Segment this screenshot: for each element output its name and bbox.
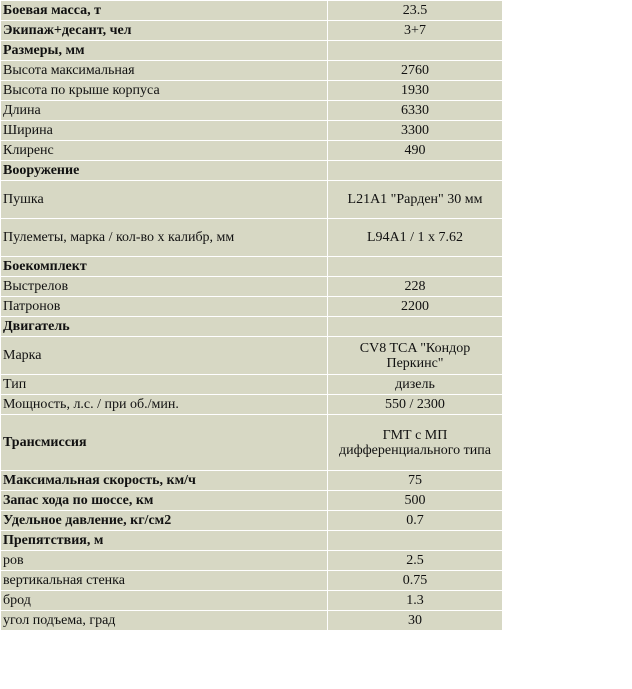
label-cell: вертикальная стенка <box>1 571 328 591</box>
label-cell: ров <box>1 551 328 571</box>
section-or-bold-label-cell: Экипаж+десант, чел <box>1 21 328 41</box>
value-cell <box>328 257 503 277</box>
value-cell <box>328 531 503 551</box>
value-cell: 1930 <box>328 81 503 101</box>
label-cell: брод <box>1 591 328 611</box>
specifications-table-body <box>1 1 503 631</box>
value-cell: 75 <box>328 471 503 491</box>
value-cell: 1.3 <box>328 591 503 611</box>
value-cell: 228 <box>328 277 503 297</box>
value-cell: 490 <box>328 141 503 161</box>
table-row <box>1 181 503 219</box>
section-or-bold-label-cell: Трансмиссия <box>1 415 328 471</box>
value-cell: 2760 <box>328 61 503 81</box>
value-cell: 23.5 <box>328 1 503 21</box>
value-cell: L94A1 / 1 х 7.62 <box>328 219 503 257</box>
value-cell: CV8 TCA "Кондор Перкинс" <box>328 337 503 375</box>
label-cell: Пушка <box>1 181 328 219</box>
table-row <box>1 337 503 375</box>
label-cell: Клиренс <box>1 141 328 161</box>
table-row <box>1 121 503 141</box>
table-row <box>1 21 503 41</box>
table-row <box>1 395 503 415</box>
label-cell: Высота по крыше корпуса <box>1 81 328 101</box>
section-or-bold-label-cell: Запас хода по шоссе, км <box>1 491 328 511</box>
value-cell: дизель <box>328 375 503 395</box>
table-row <box>1 375 503 395</box>
section-or-bold-label-cell: Удельное давление, кг/см2 <box>1 511 328 531</box>
section-or-bold-label-cell: Боекомплект <box>1 257 328 277</box>
table-row <box>1 161 503 181</box>
label-cell: угол подъема, град <box>1 611 328 631</box>
table-row <box>1 297 503 317</box>
table-row <box>1 41 503 61</box>
table-row <box>1 531 503 551</box>
value-cell: 2200 <box>328 297 503 317</box>
table-row <box>1 317 503 337</box>
value-cell: 30 <box>328 611 503 631</box>
section-or-bold-label-cell: Максимальная скорость, км/ч <box>1 471 328 491</box>
value-cell: 3300 <box>328 121 503 141</box>
section-or-bold-label-cell: Размеры, мм <box>1 41 328 61</box>
label-cell: Патронов <box>1 297 328 317</box>
section-or-bold-label-cell: Боевая масса, т <box>1 1 328 21</box>
table-row <box>1 1 503 21</box>
value-cell: 0.75 <box>328 571 503 591</box>
table-row <box>1 219 503 257</box>
table-row <box>1 611 503 631</box>
table-row <box>1 277 503 297</box>
label-cell: Пулеметы, марка / кол-во х калибр, мм <box>1 219 328 257</box>
section-or-bold-label-cell: Препятствия, м <box>1 531 328 551</box>
table-row <box>1 551 503 571</box>
table-row <box>1 571 503 591</box>
value-cell: 500 <box>328 491 503 511</box>
label-cell: Тип <box>1 375 328 395</box>
section-or-bold-label-cell: Вооружение <box>1 161 328 181</box>
label-cell: Мощность, л.с. / при об./мин. <box>1 395 328 415</box>
table-row <box>1 61 503 81</box>
table-row <box>1 511 503 531</box>
label-cell: Длина <box>1 101 328 121</box>
table-row <box>1 591 503 611</box>
value-cell <box>328 317 503 337</box>
value-cell: 2.5 <box>328 551 503 571</box>
value-cell: 550 / 2300 <box>328 395 503 415</box>
table-row <box>1 491 503 511</box>
label-cell: Ширина <box>1 121 328 141</box>
value-cell <box>328 41 503 61</box>
value-cell: 3+7 <box>328 21 503 41</box>
label-cell: Выстрелов <box>1 277 328 297</box>
table-row <box>1 81 503 101</box>
label-cell: Высота максимальная <box>1 61 328 81</box>
table-row <box>1 415 503 471</box>
table-row <box>1 471 503 491</box>
label-cell: Марка <box>1 337 328 375</box>
value-cell: 0.7 <box>328 511 503 531</box>
value-cell: ГМТ с МП дифференциального типа <box>328 415 503 471</box>
value-cell: L21A1 "Рарден" 30 мм <box>328 181 503 219</box>
table-row <box>1 141 503 161</box>
table-row <box>1 101 503 121</box>
section-or-bold-label-cell: Двигатель <box>1 317 328 337</box>
table-row <box>1 257 503 277</box>
value-cell: 6330 <box>328 101 503 121</box>
value-cell <box>328 161 503 181</box>
